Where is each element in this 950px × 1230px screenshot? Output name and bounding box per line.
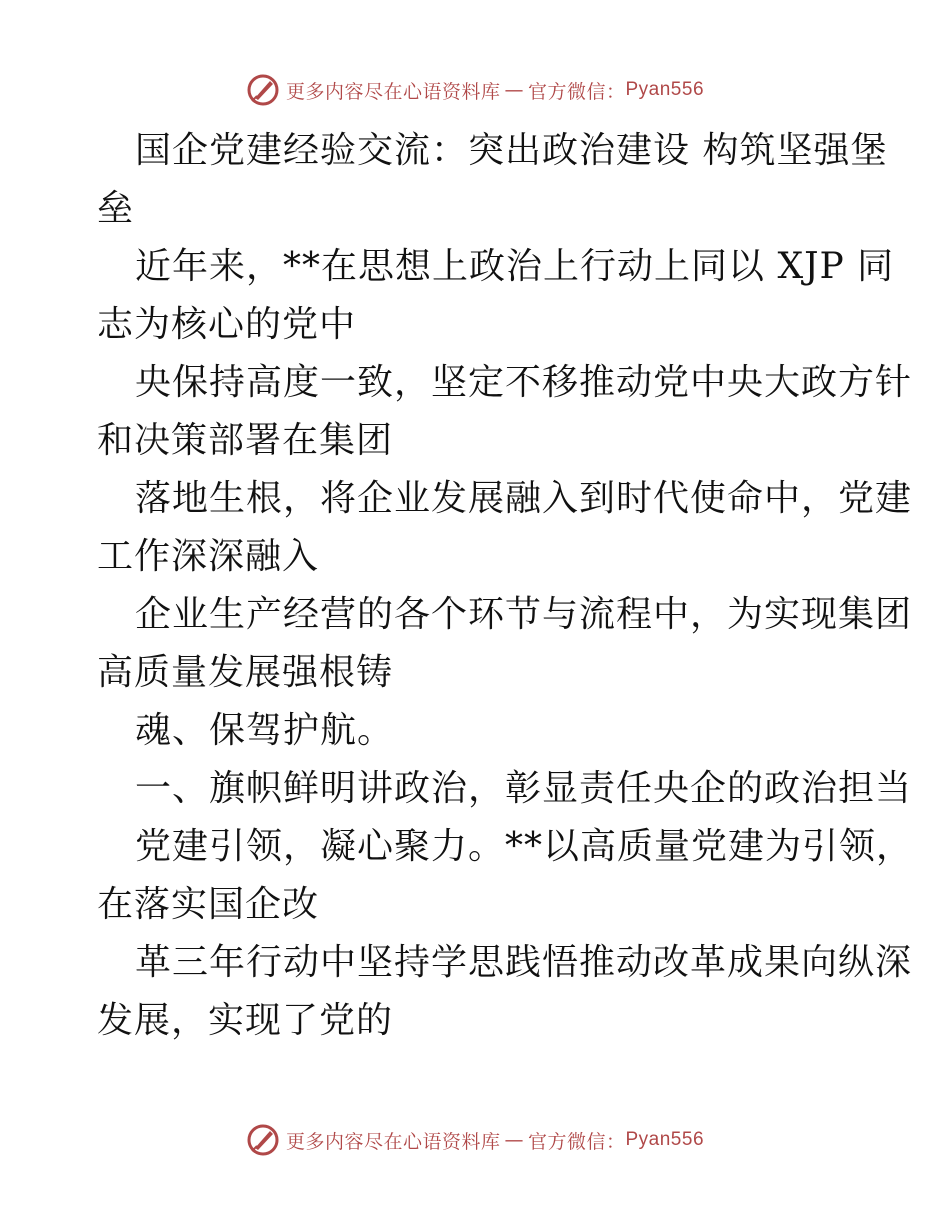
paragraph-line: 企业生产经营的各个环节与流程中，为实现集团: [135, 594, 913, 635]
section-heading: 一、旗帜鲜明讲政治，彰显责任央企的政治担当: [135, 768, 913, 809]
paragraph-line: 和决策部署在集团: [97, 420, 394, 461]
watermark-text: 更多内容尽在心语资料库: [285, 1130, 501, 1153]
watermark-label: 官方微信：: [527, 1130, 626, 1153]
paragraph-line: 志为核心的党中: [97, 304, 357, 345]
quill-logo-icon: [246, 73, 280, 107]
paragraph-line: 发展，实现了党的: [97, 1000, 394, 1041]
footer-watermark: [0, 1120, 950, 1160]
paragraph-line: 党建引领，凝心聚力。**以高质量党建为引领，: [135, 826, 914, 867]
watermark-separator: —: [504, 79, 524, 101]
document-title-line: 国企党建经验交流：突出政治建设 构筑坚强堡: [135, 130, 888, 171]
paragraph-line: 在落实国企改: [97, 884, 320, 925]
paragraph-line: 魂、保驾护航。: [135, 710, 395, 751]
watermark-label: 官方微信：: [527, 80, 626, 103]
paragraph-line: 革三年行动中坚持学思践悟推动改革成果向纵深: [135, 942, 913, 983]
paragraph-line: 落地生根，将企业发展融入到时代使命中，党建: [135, 478, 913, 519]
paragraph-line: 央保持高度一致，坚定不移推动党中央大政方针: [135, 362, 913, 403]
paragraph-line: 工作深深融入: [97, 536, 320, 577]
watermark-handle: Pyan556: [625, 1129, 705, 1150]
paragraph-line: 近年来，**在思想上政治上行动上同以 XJP 同: [135, 246, 895, 287]
watermark-text: 更多内容尽在心语资料库: [285, 80, 501, 103]
paragraph-line: 高质量发展强根铸: [97, 652, 394, 693]
document-body: [97, 122, 914, 1050]
document-title-line: 垒: [97, 188, 135, 229]
quill-logo-icon: [246, 1123, 280, 1157]
header-watermark: [0, 70, 950, 110]
watermark-separator: —: [504, 1129, 524, 1151]
watermark-handle: Pyan556: [625, 79, 705, 100]
